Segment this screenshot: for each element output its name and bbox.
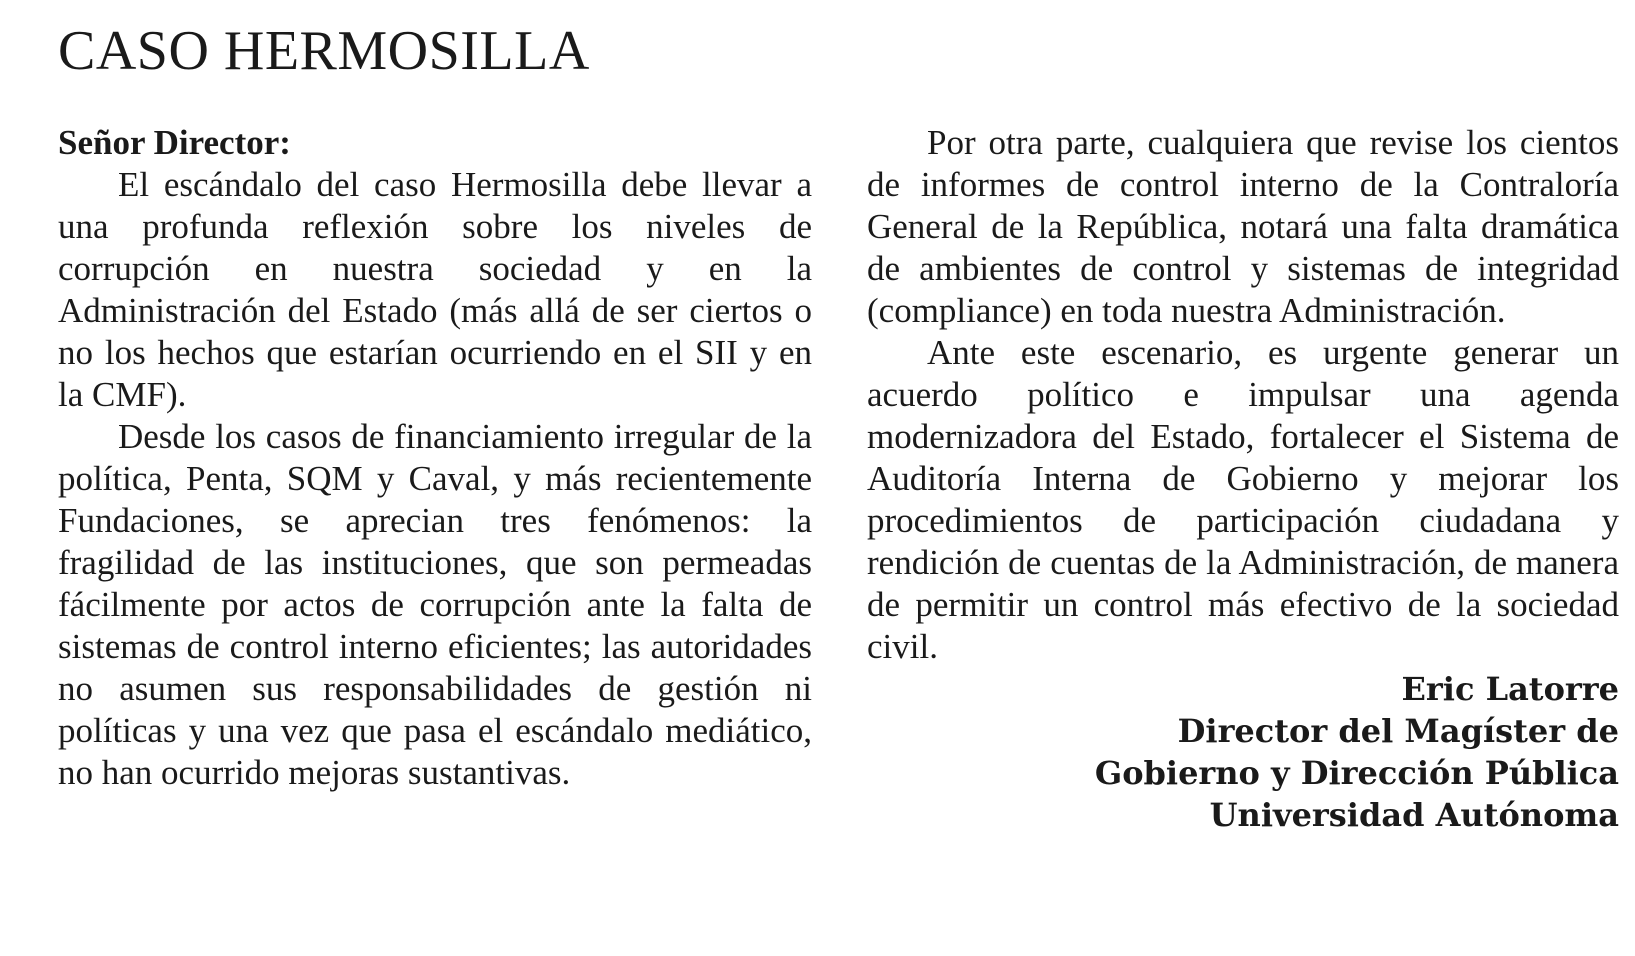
signature-institution: Universidad Autónoma <box>1209 796 1619 834</box>
left-column <box>58 122 812 794</box>
paragraph-1: El escándalo del caso Hermosilla debe llevar a una profunda reflexión sobre los niveles de corrupción en nuestra sociedad y en la Administración del Estado (más allá de ser ciertos o no los hechos que estarían ocurriendo en el SII y en la CMF). <box>58 165 812 414</box>
signature-role: Director del Magíster de <box>1177 712 1619 750</box>
paragraph-4: Ante este escenario, es urgente generar un acuerdo político e impulsar una agenda modernizadora del Estado, fortalecer el Sistema de Auditoría Interna de Gobierno y mejorar los procedimientos de participación ciudadana y rendición de cuentas de la Administración, de manera de permitir un control más efectivo de la sociedad civil. <box>867 333 1619 666</box>
signature-program: Gobierno y Dirección Pública <box>1094 754 1619 792</box>
article-title: CASO HERMOSILLA <box>58 20 590 82</box>
right-column <box>867 122 1619 836</box>
paragraph-3: Por otra parte, cualquiera que revise los cientos de informes de control interno de la Contraloría General de la República, notará una falta dramática de ambientes de control y sistemas de integridad (compliance) en toda nuestra Administración. <box>867 123 1619 330</box>
paragraph-2: Desde los casos de financiamiento irregular de la política, Penta, SQM y Caval, y más recientemente Fundaciones, se aprecian tres fenómenos: la fragilidad de las instituciones, que son permeadas fácilmente por actos de corrupción ante la falta de sistemas de control interno eficientes; las autoridades no asumen sus responsabilidades de gestión ni políticas y una vez que pasa el escándalo mediático, no han ocurrido mejoras sustantivas. <box>58 417 812 792</box>
salutation: Señor Director: <box>58 123 291 162</box>
signature-name: Eric Latorre <box>1401 670 1619 708</box>
signature-block <box>867 668 1619 836</box>
